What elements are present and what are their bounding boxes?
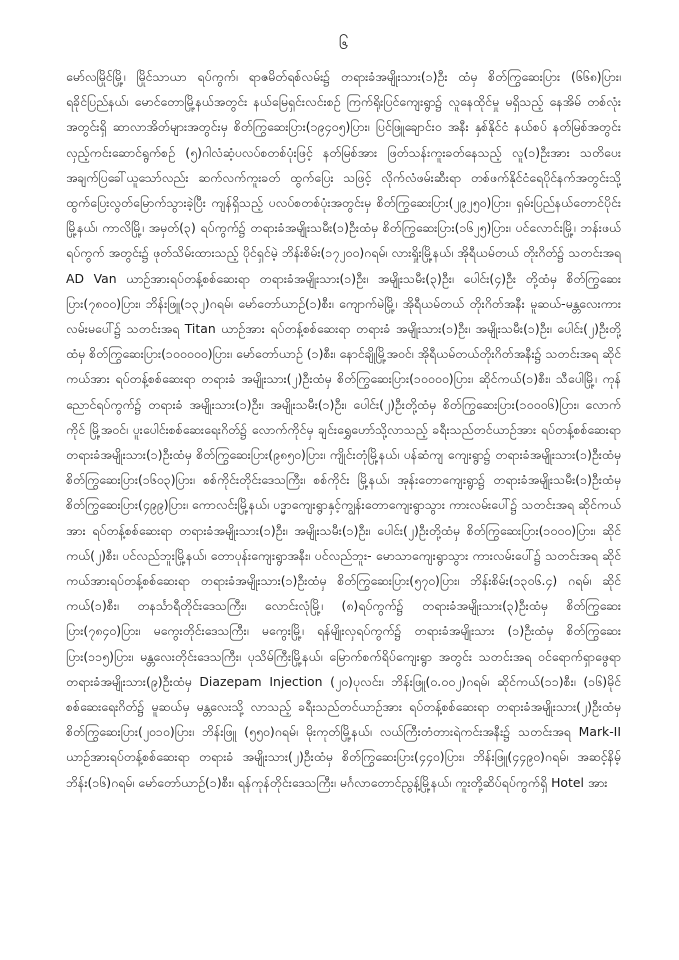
body-paragraph: မော်လမြိုင်မြို့၊ မြိုင်သာယာ ရပ်ကွက်၊ ရာဇမိတ်ရစ်လမ်း၌ တရားခံအမျိုးသား(၁)ဦး ထံမှ စိတ်ကြွဆေးပြား (၆၆၈)ပြား၊ ရခိုင်ပြည်နယ်၊ မောင်တောမြို့နယ်အတွင်း နယ်မြေရှင်းလင်းစဉ် ကြက်ရိုးပြင်ကျေးရွာ၌ လူနေထိုင်မှု မရှိသည့် နေအိမ် တစ်လုံးအတွင်းရှိ ဆာလာအိတ်များအတွင်းမှ စိတ်ကြွဆေးပြား(၁၉၄၀၅)ပြား၊ ပြင်ဖြူချောင်းဝ အနီး နှစ်နိုင်ငံ နယ်စပ် နတ်မြစ်အတွင်း လှည့်ကင်းဆောင်ရွက်စဉ် (၅)ဂါလံဆံ့ပလပ်စတစ်ပုံးဖြင့် နတ်မြစ်အား ဖြတ်သန်းကူးခတ်နေသည့် လူ(၁)ဦးအား သတိပေးအချက်ပြခေါ်ယူသော်လည်း ဆက်လက်ကူးခတ် ထွက်ပြေး သဖြင့် လိုက်လံဖမ်းဆီးရာ တစ်ဖက်နိုင်ငံရေပိုင်နက်အတွင်းသို့ ထွက်ပြေးလွတ်မြောက်သွားခဲ့ပြီး ကျန်ရှိသည့် ပလပ်စတစ်ပုံးအတွင်းမှ စိတ်ကြွဆေးပြား(၂၉၂၅၀)ပြား၊ ရှမ်းပြည်နယ်တောင်ပိုင်းမြို့နယ်၊ ကာလိမြို့၊ အမှတ်(၃) ရပ်ကွက်၌ တရားခံအမျိုးသမီး(၁)ဦးထံမှ စိတ်ကြွဆေးပြား(၁၆၂၅)ပြား၊ ပင်လောင်းမြို့၊ ဘန်းဖယ်ရပ်ကွက် အတွင်း၌ ဖုတ်သိမ်းထားသည့် ပိုင်ရှင်မဲ့ ဘိန်းစိမ်း(၁၇၂၀၀)ဂရမ်၊ လားရှိုးမြို့နယ်၊ အိုရီယမ်တယ် တိုးဂိတ်၌ သတင်းအရ AD Van ယာဉ်အားရပ်တန့်စစ်ဆေးရာ တရားခံအမျိုးသား(၁)ဦး၊ အမျိုးသမီး(၃)ဦး၊ ပေါင်း(၄)ဦး တို့ထံမှ စိတ်ကြွဆေးပြား(၇၈၀၀)ပြား၊ ဘိန်းဖြူ(၁၃၂)ဂရမ်၊ မော်တော်ယာဉ်(၁)စီး၊ ကျောက်မဲမြို့၊ အိုရီယမ်တယ် တိုးဂိတ်အနီး မူဆယ်-မန္တလေးကားလမ်းမပေါ်၌ သတင်းအရ Titan ယာဉ်အား ရပ်တန့်စစ်ဆေးရာ တရားခံ အမျိုးသား(၁)ဦး၊ အမျိုးသမီး(၁)ဦး၊ ပေါင်း(၂)ဦးတို့ထံမှ စိတ်ကြွဆေးပြား(၁၀၀၀၀၀)ပြား၊ မော်တော်ယာဉ် (၁)စီး၊ နောင်ချိုမြို့အဝင်၊ အိုရီယမ်တယ်တိုးဂိတ်အနီး၌ သတင်းအရ ဆိုင်ကယ်အား ရပ်တန့်စစ်ဆေးရာ တရားခံ အမျိုးသား(၂)ဦးထံမှ စိတ်ကြွဆေးပြား(၁၀၀၀၀)ပြား၊ ဆိုင်ကယ်(၁)စီး၊ သီပေါမြို့၊ ကုန်ညောင်ရပ်ကွက်၌ တရားခံ အမျိုးသား(၁)ဦး၊ အမျိုးသမီး(၁)ဦး၊ ပေါင်း(၂)ဦးတို့ထံမှ စိတ်ကြွဆေးပြား(၁၀၀၀၆)ပြား၊ လောက်ကိုင် မြို့အဝင်၊ ပူးပေါင်းစစ်ဆေးရေးဂိတ်၌ လောက်ကိုင်မှ ချင်းရွှေဟော်သို့လာသည့် ခရီးသည်တင်ယာဉ်အား ရပ်တန့်စစ်ဆေးရာ တရားခံအမျိုးသား(၁)ဦးထံမှ စိတ်ကြွဆေးပြား(၉၈၅၀)ပြား၊ ကျိုင်းတုံမြို့နယ်၊ ပန်ဆံကျ ကျေးရွာ၌ တရားခံအမျိုးသား(၁)ဦးထံမှ စိတ်ကြွဆေးပြား(၁၆၀၃)ပြား၊ စစ်ကိုင်းတိုင်းဒေသကြီး၊ စစ်ကိုင်း မြို့နယ်၊ အုန်းတောကျေးရွာ၌ တရားခံအမျိုးသမီး(၁)ဦးထံမှ စိတ်ကြွဆေးပြား(၄၉၉)ပြား၊ ကောလင်းမြို့နယ်၊ ပဒ္မာကျေးရွာနှင့်ကျွန်းတောကျေးရွာသွား ကားလမ်းပေါ်၌ သတင်းအရ ဆိုင်ကယ်အား ရပ်တန့်စစ်ဆေးရာ တရားခံအမျိုးသား(၁)ဦး၊ အမျိုးသမီး(၁)ဦး၊ ပေါင်း(၂)ဦးတို့ထံမှ စိတ်ကြွဆေးပြား(၁၀၀၀)ပြား၊ ဆိုင်ကယ်(၂)စီး၊ ပင်လည်ဘူးမြို့နယ်၊ တောပုန်းကျေးရွာအနီး၊ ပင်လည်ဘူး- မောသာကျေးရွာသွား ကားလမ်းပေါ်၌ သတင်းအရ ဆိုင်ကယ်အားရပ်တန့်စစ်ဆေးရာ တရားခံအမျိုးသား(၁)ဦးထံမှ စိတ်ကြွဆေးပြား(၅၇၀)ပြား၊ ဘိန်းစိမ်း(၁၃၀၆.၄) ဂရမ်၊ ဆိုင်ကယ်(၁)စီး၊ တနင်္သာရီတိုင်းဒေသကြီး၊ လောင်းလုံမြို့၊ (၈)ရပ်ကွက်၌ တရားခံအမျိုးသား(၃)ဦးထံမှ စိတ်ကြွဆေးပြား(၇၈၄၀)ပြား၊ မကွေးတိုင်းဒေသကြီး၊ မကွေးမြို့၊ ရန်မျိုးလှရပ်ကွက်၌ တရားခံအမျိုးသား (၁)ဦးထံမှ စိတ်ကြွဆေးပြား(၁၁၅)ပြား၊ မန္တလေးတိုင်းဒေသကြီး၊ ပုသိမ်ကြီးမြို့နယ်၊ မြောက်စက်ရိပ်ကျေးရွာ အတွင်း သတင်းအရ ဝင်ရောက်ရှာဖွေရာ တရားခံအမျိုးသား(၉)ဦးထံမှ Diazepam Injection (၂၀)ပုလင်း၊ ဘိန်းဖြူ(၀.၀၀၂)ဂရမ်၊ ဆိုင်ကယ်(၁၁)စီး၊ (၁၆)မိုင် စစ်ဆေးရေးဂိတ်၌ မူဆယ်မှ မန္တလေးသို့ လာသည့် ခရီးသည်တင်ယာဉ်အား ရပ်တန့်စစ်ဆေးရာ တရားခံအမျိုးသား(၂)ဦးထံမှ စိတ်ကြွဆေးပြား(၂၀၁၀)ပြား၊ ဘိန်းဖြူ (၅၅၀)ဂရမ်၊ မိုးကုတ်မြို့နယ်၊ လယ်ကြီးတံတားရဲကင်းအနီး၌ သတင်းအရ Mark-II ယာဉ်အားရပ်တန့်စစ်ဆေးရာ တရားခံ အမျိုးသား(၂)ဦးထံမှ စိတ်ကြွဆေးပြား(၄၄၀)ပြား၊ ဘိန်းဖြူ(၄၄၉၀)ဂရမ်၊ အဆင့်နိမ့်ဘိန်း(၁၆)ဂရမ်၊ မော်တော်ယာဉ်(၁)စီး၊ ရန်ကုန်တိုင်းဒေသကြီး၊ မင်္ဂလာတောင်ညွန့်မြို့နယ်၊ ကူးတို့ဆိပ်ရပ်ကွက်ရှိ Hotel အား bbox=[66, 69, 621, 790]
page-number: ၆ bbox=[338, 34, 349, 54]
